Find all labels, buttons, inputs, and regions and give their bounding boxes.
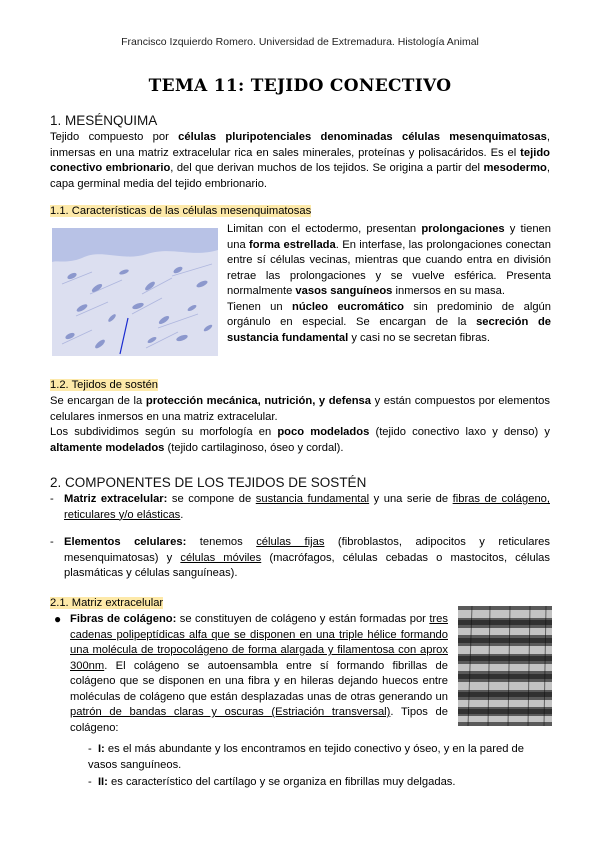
- paragraph-part-1: [227, 222, 551, 300]
- subsection-heading-2-1: [50, 596, 163, 611]
- bold-text: células pluripotenciales denominadas células mesenquimatosas: [178, 131, 547, 143]
- highlighted-heading: 2.1. Matriz extracelular: [50, 597, 164, 609]
- bold-label: Matriz extracelular:: [64, 493, 168, 505]
- dash-marker: -: [50, 536, 54, 548]
- text-run: (macrófagos, células cebadas o mastocitos, células plasmáticas y células sanguíneas).: [64, 551, 550, 579]
- paragraph-part-2: [227, 300, 551, 347]
- subsection-heading-1-1: [50, 204, 311, 219]
- mesenchymal-cells-micrograph: [52, 228, 218, 356]
- list-item-colageno-i: [88, 742, 550, 773]
- paragraph-part-1: [50, 394, 550, 425]
- bold-text: secreción de sustancia fundamental: [227, 316, 552, 344]
- underlined-text: fibras de colágeno, reticulares y/o elásticas: [64, 493, 550, 521]
- text-run: . Tipos de colágeno:: [70, 706, 448, 734]
- text-run: Se encargan de la: [50, 395, 146, 407]
- highlighted-heading: 1.1. Características de las células mesenquimatosas: [50, 205, 312, 217]
- text-run: sin predominio de algún orgánulo en especial. Se encargan de la: [227, 300, 551, 328]
- text-run: Los subdividimos según su morfología en: [50, 426, 278, 438]
- list-item-colageno-ii: [88, 775, 550, 791]
- text-run: y están compuestos por elementos celulares inmersos en una matriz extracelular.: [50, 395, 551, 423]
- section-heading-componentes: 2. COMPONENTES DE LOS TEJIDOS DE SOSTÉN: [50, 475, 367, 490]
- underlined-text: tres cadenas polipeptídicas alfa que se disponen en una triple hélice formando una molécula de tropocolágeno de forma alargada y filamentosa con aprox 300nm: [70, 613, 448, 672]
- text-run: y tienen una: [227, 223, 551, 251]
- underlined-text: patrón de bandas claras y oscuras (Estriación transversal): [70, 706, 391, 718]
- micrograph-image: [458, 606, 552, 726]
- text-run: (tejido conectivo laxo y denso) y: [369, 426, 550, 438]
- text-run: .: [180, 508, 184, 521]
- text-run: se compone de: [167, 493, 256, 505]
- text-run: se constituyen de colágeno y están formadas por: [176, 613, 430, 625]
- paragraph-mesenquimatosas: [227, 222, 551, 346]
- page-header: Francisco Izquierdo Romero. Universidad de Extremadura. Histología Animal: [121, 36, 479, 48]
- bold-text: mesodermo: [483, 162, 547, 174]
- text-run: , inmersas en una matriz extracelular rica en sales minerales, proteínas y polisacáridos. Es el: [50, 131, 550, 159]
- text-run: . En interfase, las prolongaciones conectan entre sí células vecinas, mientras que cuando entra en división retrae las prolongaciones y se vuelve esférica. Presenta normalmente: [227, 238, 551, 297]
- bold-label: II:: [97, 776, 108, 788]
- list-item-matriz: [64, 492, 550, 523]
- text-run: es el más abundante y los encontramos en tejido conectivo y óseo, y en la pared de vasos sanguíneos.: [88, 743, 524, 771]
- bold-text: forma estrellada: [249, 238, 336, 251]
- dash-marker: -: [88, 776, 92, 788]
- text-run: (fibroblastos, adipocitos y reticulares mesenquimatosas) y: [64, 536, 550, 564]
- bold-label: Fibras de colágeno:: [70, 613, 177, 625]
- bold-label: Elementos celulares:: [64, 536, 187, 548]
- text-run: . El colágeno se autoensambla entre sí formando fibrillas de colágeno que se disponen en una fibra y en hileras dejando huecos entre moléculas de colágeno que están desplazadas unas de otras generando un: [70, 659, 448, 703]
- subsection-heading-1-2: [50, 378, 158, 393]
- text-run: y una serie de: [369, 493, 453, 505]
- paragraph-part-2: [50, 425, 550, 456]
- micrograph-image: [52, 228, 218, 356]
- text-run: , del que derivan muchos de los tejidos. Se origina a partir del: [170, 162, 484, 174]
- collagen-fibers-micrograph: [458, 606, 552, 726]
- dash-marker: -: [88, 743, 92, 755]
- section-heading-mesenquima: 1. MESÉNQUIMA: [50, 113, 158, 128]
- paragraph-mesenquima: [50, 130, 550, 192]
- text-run: , capa germinal media del tejido embrionario.: [50, 162, 550, 190]
- text-run: y casi no se secretan fibras.: [348, 331, 491, 344]
- bold-text: núcleo eucromático: [292, 300, 404, 313]
- page-title: TEMA 11: TEJIDO CONECTIVO: [148, 76, 452, 96]
- paragraph-fibras-colageno: [70, 612, 448, 736]
- bold-label: I:: [97, 743, 105, 755]
- text-run: tenemos: [186, 536, 257, 548]
- bold-text: vasos sanguíneos: [295, 285, 393, 297]
- text-run: inmersos en su masa.: [392, 285, 505, 297]
- bold-text: altamente modelados: [50, 441, 165, 454]
- paragraph-tejidos-sosten: [50, 394, 550, 456]
- underlined-text: células móviles: [180, 551, 262, 564]
- bold-text: prolongaciones: [421, 223, 505, 235]
- bullet-marker: ●: [54, 612, 62, 626]
- text-run: Limitan con el ectodermo, presentan: [227, 223, 422, 235]
- underlined-text: sustancia fundamental: [255, 493, 370, 505]
- underlined-text: células fijas: [256, 536, 325, 548]
- bold-text: protección mecánica, nutrición, y defensa: [145, 395, 371, 407]
- text-run: Tejido compuesto por: [50, 131, 179, 143]
- text-run: es característico del cartílago y se organiza en fibrillas muy delgadas.: [107, 776, 456, 788]
- list-item-celulares: [64, 535, 550, 582]
- text-run: Tienen un: [227, 300, 293, 313]
- highlighted-heading: 1.2. Tejidos de sostén: [50, 379, 159, 391]
- bold-text: tejido conectivo embrionario: [50, 146, 550, 174]
- text-run: (tejido cartilaginoso, óseo y cordal).: [164, 441, 344, 454]
- bold-text: poco modelados: [277, 426, 370, 438]
- dash-marker: -: [50, 493, 54, 505]
